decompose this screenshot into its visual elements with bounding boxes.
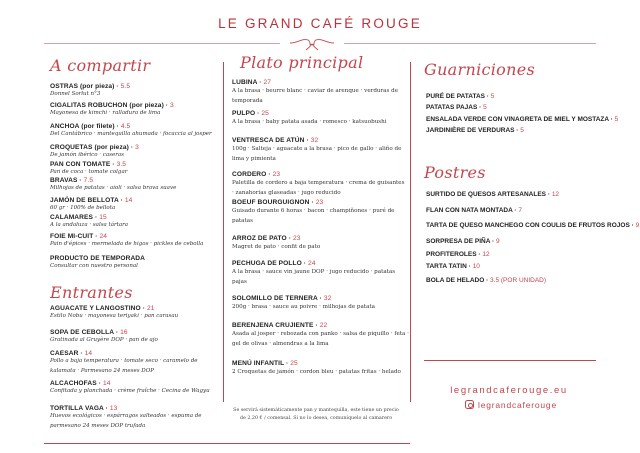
contact-rule xyxy=(424,360,596,361)
dish-title: PATATAS PAJAS xyxy=(426,104,478,111)
dish-title: ANCHOA (por filete) xyxy=(50,123,115,130)
dish-title: BERENJENA CRUJIENTE xyxy=(232,322,314,329)
side-item: PURÉ DE PATATAS · 5 xyxy=(426,93,495,100)
dish-description: Guisado durante 6 horas · bacon · champiñones · puré de xyxy=(232,208,395,214)
dish-name: LUBINA · 27 xyxy=(232,79,271,86)
dish-price: 16 xyxy=(120,329,128,336)
dish-price: 3 xyxy=(135,144,139,151)
menu-item xyxy=(50,123,212,140)
menu-item xyxy=(50,380,210,397)
dish-description: 60 gr · 100% de bellota xyxy=(50,205,116,211)
dish-price: 7 xyxy=(518,207,522,214)
instagram-handle: legrandcaferouge xyxy=(478,400,557,410)
dish-description: lima y pimienta xyxy=(232,156,276,162)
dish-description: temporada xyxy=(232,98,263,104)
menu-item xyxy=(50,161,127,178)
dish-description: · zanahorias glaseadas · jugo reducido xyxy=(232,190,341,196)
dish-name: CORDERO · 23 xyxy=(232,171,281,178)
dish-name: CAESAR · 14 xyxy=(50,350,93,357)
dish-description: A la brasa · sauce vin jaune DOP · jugo reducido · patatas xyxy=(232,269,396,275)
dish-description: 200g · brasa · sauce au poivre · milhojas de patata xyxy=(232,304,376,310)
section-title-compartir: A compartir xyxy=(50,56,151,75)
section-title-plato-principal: Plato principal xyxy=(240,53,364,72)
dish-price: 22 xyxy=(319,322,328,329)
bread-footnote xyxy=(222,407,410,422)
section-title-postres: Postres xyxy=(424,163,486,182)
dish-description: gel de olivas · almendras a la lima xyxy=(232,341,329,347)
menu-item xyxy=(232,137,401,164)
dish-title: FLAN CON NATA MONTADA xyxy=(426,207,513,214)
dish-price: 25 xyxy=(261,110,269,117)
dish-price: 32 xyxy=(323,295,332,302)
dish-title: CROQUETAS (por pieza) xyxy=(50,144,129,151)
dish-price: 27 xyxy=(263,79,271,86)
menu-item xyxy=(50,177,176,194)
dish-description: patatas xyxy=(232,218,253,224)
menu-item xyxy=(232,322,409,349)
dish-name: TORTILLA VAGA · 13 xyxy=(50,405,118,412)
dish-name: PAN CON TOMATE · 3.5 xyxy=(50,161,127,168)
dish-name: AGUACATE Y LANGOSTINO · 21 xyxy=(50,305,155,312)
dish-title: SORPRESA DE PIÑA xyxy=(426,238,491,245)
dish-price: 24 xyxy=(99,233,108,240)
dish-price: 5 xyxy=(490,93,495,100)
side-item: PROFITEROLES · 12 xyxy=(426,251,490,258)
dish-description: Pollo a baja temperatura · tomate seco · caramelo de xyxy=(50,358,198,364)
dish-title: VENTRESCA DE ATÚN xyxy=(232,137,305,144)
dish-price: 14 xyxy=(102,380,111,387)
menu-item xyxy=(50,102,174,119)
restaurant-title: LE GRAND CAFÉ ROUGE xyxy=(218,16,422,31)
dish-name: OSTRAS (por pieza) · 5.5 xyxy=(50,83,131,90)
dish-title: CAESAR xyxy=(50,350,79,357)
dish-name: ALCACHOFAS · 14 xyxy=(50,380,111,387)
menu-item xyxy=(50,233,203,250)
dish-price: 23 xyxy=(272,171,281,178)
menu-item xyxy=(50,83,130,100)
dish-title: TORTILLA VAGA xyxy=(50,405,104,412)
dish-name: JAMÓN DE BELLOTA · 14 xyxy=(50,197,133,204)
dish-title: JARDINIÈRE DE VERDURAS xyxy=(426,127,515,134)
dish-title: CORDERO xyxy=(232,171,267,178)
side-item: ENSALADA VERDE CON VINAGRETA DE MIEL Y MOSTAZA · 5 xyxy=(426,116,619,123)
dish-name: ARROZ DE PATO · 23 xyxy=(232,235,301,242)
dish-price: 4.5 xyxy=(120,123,131,130)
menu-item xyxy=(50,305,178,322)
dish-price: 32 xyxy=(310,137,319,144)
dish-title: FOIE MI-CUIT xyxy=(50,233,94,240)
dish-name: PECHUGA DE POLLO · 24 xyxy=(232,260,316,267)
dish-title: OSTRAS (por pieza) xyxy=(50,83,115,90)
dish-description: Gratinada al Gruyère DOP · pan de ajo xyxy=(50,337,158,343)
menu-item xyxy=(50,144,139,161)
header-rule-right xyxy=(344,43,596,44)
menu-item xyxy=(232,295,375,312)
side-item: FLAN CON NATA MONTADA · 7 xyxy=(426,207,522,214)
dish-title: ARROZ DE PATO xyxy=(232,235,287,242)
dish-title: JAMÓN DE BELLOTA xyxy=(50,197,119,204)
dish-title: LUBINA xyxy=(232,79,258,86)
dish-description: Pain d'épices · mermelada de higos · pickles de cebolla xyxy=(50,241,204,247)
footnote-line: de 2,20 € / comensal. Si no lo desea, comuníquelo al camarero xyxy=(239,415,393,421)
menu-item xyxy=(50,197,132,214)
side-item: PATATAS PAJAS · 5 xyxy=(426,104,487,111)
menu-item xyxy=(232,110,387,127)
dish-title: PROFITEROLES xyxy=(426,251,477,258)
dish-name: VENTRESCA DE ATÚN · 32 xyxy=(232,137,319,144)
dish-title: PURÉ DE PATATAS xyxy=(426,93,485,100)
side-item: TARTA DE QUESO MANCHEGO CON COULIS DE FRUTOS ROJOS · 9 xyxy=(426,222,640,229)
dish-description: De jamón ibérico · caseras xyxy=(50,152,124,158)
dish-price: 9 xyxy=(495,238,500,245)
menu-item xyxy=(50,405,202,431)
dish-title: SOPA DE CEBOLLA xyxy=(50,329,114,336)
dish-price: 3 xyxy=(170,102,174,109)
dish-title: ENSALADA VERDE CON VINAGRETA DE MIEL Y MOSTAZA xyxy=(426,116,609,123)
dish-description: Asada al josper · rebozada con panko · salsa de piquillo · feta · xyxy=(232,331,409,337)
dish-title: CIGALITAS ROBUCHON (por pieza) xyxy=(50,102,164,109)
menu-item xyxy=(232,79,398,106)
dish-price: 15 xyxy=(99,214,107,221)
dish-price: 24 xyxy=(308,260,316,267)
dish-title: ALCACHOFAS xyxy=(50,380,97,387)
dish-description: A la brasa · baby patata asada · romesco · katsuobushi xyxy=(232,119,387,125)
dish-name: CALAMARES · 15 xyxy=(50,214,107,221)
menu-item xyxy=(50,214,128,231)
dish-title: TARTA DE QUESO MANCHEGO CON COULIS DE FRUTOS ROJOS xyxy=(426,222,630,229)
dish-title: BRAVAS xyxy=(50,177,78,184)
dish-title: MENÚ INFANTIL xyxy=(232,360,285,367)
dish-price: 14 xyxy=(84,350,93,357)
dish-price: 3.5 (POR UNIDAD) xyxy=(490,277,547,284)
dish-price: 14 xyxy=(124,197,133,204)
dish-price: 13 xyxy=(109,405,118,412)
dish-price: 23 xyxy=(292,235,301,242)
dish-name: FOIE MI-CUIT · 24 xyxy=(50,233,108,240)
side-item: JARDINIÈRE DE VERDURAS · 5 xyxy=(426,127,524,134)
dish-description: Pan de coca · tomate colgar xyxy=(50,169,128,175)
dish-description: kalamata · Parmesano 24 meses DOP xyxy=(50,367,154,374)
dish-name: CROQUETAS (por pieza) · 3 xyxy=(50,144,139,151)
dish-description: Huevos ecológicos · espárragos salteados · espuma de xyxy=(50,413,202,419)
dish-name: BERENJENA CRUJIENTE · 22 xyxy=(232,322,328,329)
dish-name: MENÚ INFANTIL · 25 xyxy=(232,360,298,367)
dish-price: 12 xyxy=(551,191,560,198)
dish-name: BRAVAS · 7.5 xyxy=(50,177,94,184)
menu-item xyxy=(50,350,197,376)
dish-price: 23 xyxy=(315,199,324,206)
dish-price: 5 xyxy=(614,116,619,123)
menu-item xyxy=(232,260,395,287)
dish-name xyxy=(50,255,145,262)
dish-description: Milhojas de patatas · aioli · salsa brava suave xyxy=(50,185,177,191)
dish-description: Estilo Nobu · mayonesa teriyaki · pan carasau xyxy=(50,313,179,319)
dish-name: PULPO · 25 xyxy=(232,110,269,117)
dish-price: 7.5 xyxy=(83,177,94,184)
dish-description: Del Cantábrico · mantequilla ahumada · focaccia al josper xyxy=(50,131,212,137)
dish-name: BOEUF BOURGUIGNON · 23 xyxy=(232,199,324,206)
dish-title: PECHUGA DE POLLO xyxy=(232,260,302,267)
dish-title: BOLA DE HELADO xyxy=(426,277,485,284)
side-item: TARTA TATIN · 10 xyxy=(426,263,480,270)
section-title-guarniciones: Guarniciones xyxy=(424,60,535,79)
website-link[interactable]: legrandcaferouge.eu xyxy=(450,385,568,396)
dish-title: AGUACATE Y LANGOSTINO xyxy=(50,305,141,312)
menu-item xyxy=(232,199,394,226)
dish-description: 2 Croquetas de jamón · cordon bleu · patatas fritas · helado xyxy=(232,369,401,375)
dish-title: PULPO xyxy=(232,110,256,117)
menu-item xyxy=(50,255,145,272)
dish-name: CIGALITAS ROBUCHON (por pieza) · 3 xyxy=(50,102,174,109)
dish-title: SOLOMILLO DE TERNERA xyxy=(232,295,318,302)
dish-description: A la brasa · beurre blanc · caviar de arenque · verduras de xyxy=(232,88,399,94)
dish-description: pajas xyxy=(232,279,247,285)
dish-title: PAN CON TOMATE xyxy=(50,161,111,168)
dish-description: Magret de pato · confit de pato xyxy=(232,244,321,250)
menu-item xyxy=(232,171,404,198)
dish-description: A la andaluza · salsa tártara xyxy=(50,222,129,228)
dish-name: SOPA DE CEBOLLA · 16 xyxy=(50,329,128,336)
header-rule-left xyxy=(44,43,280,44)
dish-name: SOLOMILLO DE TERNERA · 32 xyxy=(232,295,332,302)
dish-title: SURTIDO DE QUESOS ARTESANALES xyxy=(426,191,547,198)
dish-title: TARTA TATIN xyxy=(426,263,467,270)
section-title-entrantes: Entrantes xyxy=(50,283,133,302)
dish-title: CALAMARES xyxy=(50,214,94,221)
dish-price: 21 xyxy=(146,305,155,312)
instagram-icon xyxy=(465,400,474,409)
side-item: BOLA DE HELADO · 3.5 (POR UNIDAD) xyxy=(426,277,547,284)
menu-item xyxy=(50,329,158,346)
dish-price: 9 xyxy=(635,222,640,229)
dish-name: ANCHOA (por filete) · 4.5 xyxy=(50,123,131,130)
dish-price: 5 xyxy=(483,104,487,111)
side-item: SORPRESA DE PIÑA · 9 xyxy=(426,238,500,245)
footnote-line: Se servirá sistemáticamente pan y mantequilla, este tiene un precio xyxy=(233,408,399,413)
dish-title: BOEUF BOURGUIGNON xyxy=(232,199,310,206)
menu-item xyxy=(232,360,401,377)
dish-price: 10 xyxy=(472,263,480,270)
dish-description: Mayonesa de kimchi · ralladura de lima xyxy=(50,110,161,116)
dish-price: 5 xyxy=(520,127,524,134)
dish-price: 12 xyxy=(482,251,490,258)
side-item: SURTIDO DE QUESOS ARTESANALES · 12 xyxy=(426,191,560,198)
dish-description: parmesano 24 meses DOP trufada xyxy=(50,422,146,429)
column-divider-right xyxy=(410,62,411,402)
menu-item xyxy=(232,235,320,252)
dish-description: Confitada y planchada · crème fraîche · Cecina de Wagyu xyxy=(50,388,210,394)
footer-rule xyxy=(44,443,410,444)
dish-description: 100g · Salteja · aguacate a la brasa · pico de gallo · aliño de xyxy=(232,146,402,152)
dish-description: Donnel Sorlut n°3 xyxy=(50,91,101,97)
ribbon-ornament-icon xyxy=(288,35,336,51)
dish-price: 3.5 xyxy=(116,161,127,168)
dish-title: PRODUCTO DE TEMPORADA xyxy=(50,255,146,262)
column-divider-left xyxy=(223,62,224,402)
dish-description: Paletilla de cordero a baja temperatura · crema de guisantes xyxy=(232,180,405,186)
dish-description: Consultar con nuestro personal xyxy=(50,263,138,269)
dish-price: 25 xyxy=(290,360,298,367)
instagram-link[interactable] xyxy=(426,400,596,410)
dish-price: 5.5 xyxy=(120,83,131,90)
